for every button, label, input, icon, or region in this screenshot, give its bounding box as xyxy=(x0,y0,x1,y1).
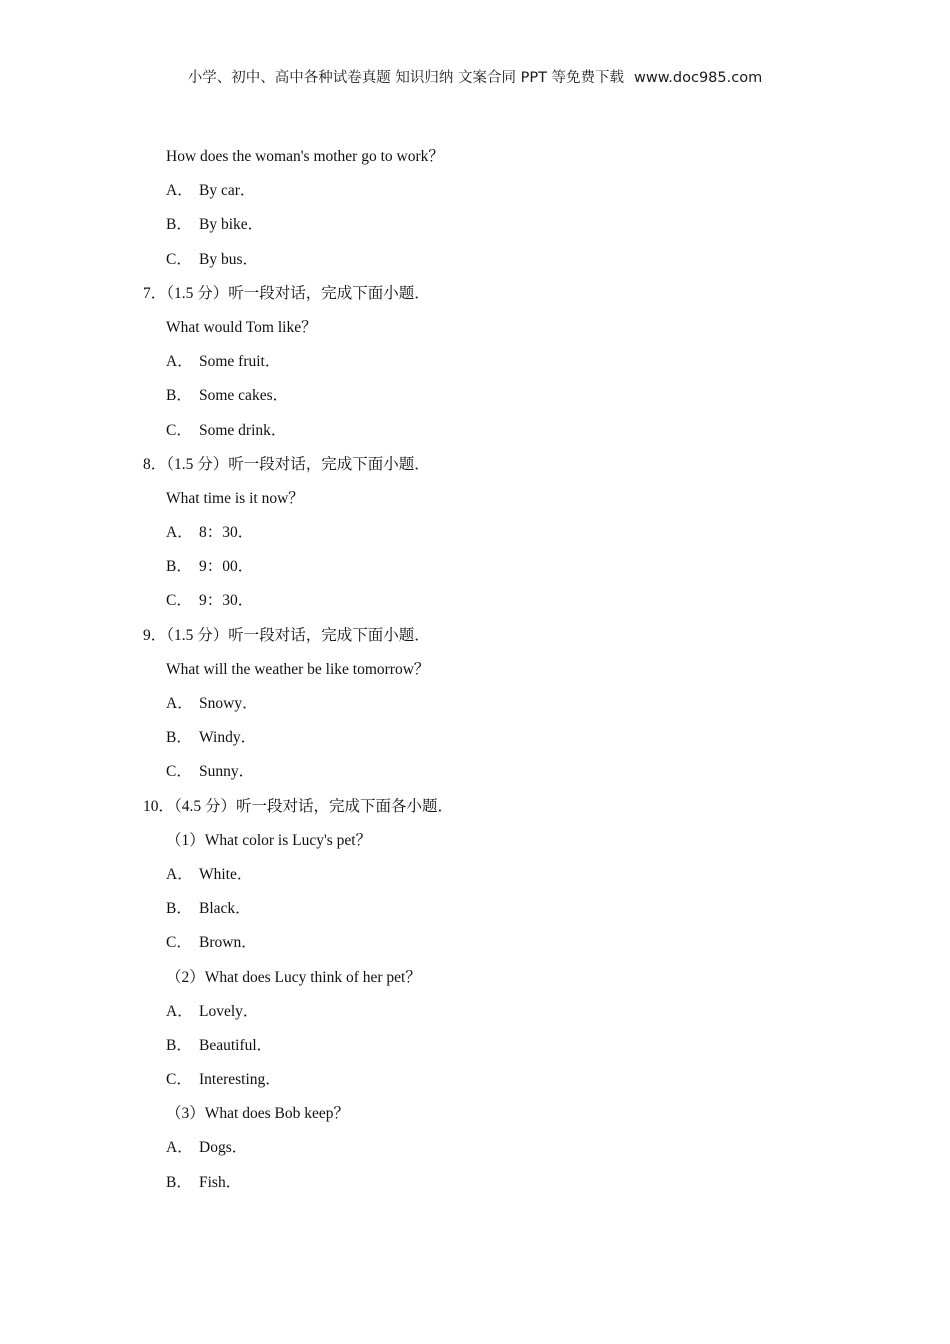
option-text: Brown． xyxy=(199,934,257,952)
option-letter: B． xyxy=(166,729,192,747)
q6-option-a xyxy=(0,174,950,208)
q9-stem: What will the weather be like tomorrow？ xyxy=(166,660,430,678)
q10-sub3-option-a xyxy=(0,1131,950,1165)
option-text: Some cakes． xyxy=(199,387,289,405)
option-text: By bike． xyxy=(199,216,264,234)
q7-stem: What would Tom like？ xyxy=(166,318,317,336)
option-letter: A． xyxy=(166,524,193,542)
option-letter: A． xyxy=(166,1139,193,1157)
option-letter: B． xyxy=(166,387,192,405)
q10-sub1-option-b xyxy=(0,892,950,926)
option-text: By bus． xyxy=(199,250,258,268)
option-letter: C． xyxy=(166,1071,192,1089)
option-letter: B． xyxy=(166,1173,192,1191)
q10-sub3-stem: （3）What does Bob keep？ xyxy=(166,1105,349,1123)
option-text: Some fruit． xyxy=(199,353,281,371)
q7-heading: 7．（1.5 分）听一段对话，完成下面小题． xyxy=(143,284,430,302)
option-letter: A． xyxy=(166,865,193,883)
q10-sub2-option-b xyxy=(0,1029,950,1063)
q6-option-b xyxy=(0,208,950,242)
option-text: 8：30． xyxy=(199,524,254,542)
q10-sub2-option-a xyxy=(0,995,950,1029)
q10-sub1-option-a xyxy=(0,858,950,892)
option-text: Black． xyxy=(199,900,251,918)
q6-option-c xyxy=(0,243,950,277)
option-letter: B． xyxy=(166,216,192,234)
page-header xyxy=(0,66,950,87)
q8-option-b xyxy=(0,550,950,584)
option-text: Lovely． xyxy=(199,1002,259,1020)
q8-stem: What time is it now？ xyxy=(166,489,304,507)
option-letter: A． xyxy=(166,695,193,712)
q10-sub3-option-b xyxy=(0,1166,950,1200)
q10-sub2-option-c xyxy=(0,1063,950,1097)
q7-option-c xyxy=(0,414,950,448)
option-letter: C． xyxy=(166,763,192,781)
option-letter: A． xyxy=(166,1002,193,1020)
q8-option-a xyxy=(0,516,950,550)
option-text: Beautiful． xyxy=(199,1036,273,1054)
option-letter: C． xyxy=(166,250,192,268)
option-text: Interesting． xyxy=(199,1071,281,1089)
q10-sub1-stem: （1）What color is Lucy's pet？ xyxy=(166,831,372,849)
q9-heading: 9．（1.5 分）听一段对话，完成下面小题． xyxy=(143,626,430,644)
option-letter: C． xyxy=(166,421,192,439)
header-site-link[interactable]: www.doc985.com xyxy=(634,70,763,86)
q8-option-c xyxy=(0,584,950,618)
option-text: 9：30． xyxy=(199,592,254,610)
option-letter: B． xyxy=(166,1036,192,1054)
option-letter: A． xyxy=(166,353,193,371)
option-letter: A． xyxy=(166,182,193,200)
option-text: Windy． xyxy=(199,729,257,747)
q9-option-b xyxy=(0,721,950,755)
option-letter: B． xyxy=(166,900,192,918)
option-text: 9：00． xyxy=(199,558,254,576)
q7-option-a xyxy=(0,345,950,379)
q9-option-c xyxy=(0,755,950,789)
q7-option-b xyxy=(0,379,950,413)
option-text: Snowy． xyxy=(199,695,258,712)
option-text: Sunny． xyxy=(199,763,255,781)
exam-content xyxy=(0,140,950,1200)
q10-sub2-stem: （2）What does Lucy think of her pet？ xyxy=(166,968,421,986)
header-text: 小学、初中、高中各种试卷真题 知识归纳 文案合同 PPT 等免费下载 xyxy=(187,70,625,86)
option-text: Fish． xyxy=(199,1173,242,1191)
q10-heading: 10．（4.5 分）听一段对话，完成下面各小题． xyxy=(143,797,454,815)
option-text: By car． xyxy=(199,182,256,200)
option-text: Some drink． xyxy=(199,421,287,439)
option-text: White． xyxy=(199,865,253,883)
option-letter: C． xyxy=(166,592,192,610)
option-text: Dogs． xyxy=(199,1139,248,1157)
q8-heading: 8．（1.5 分）听一段对话，完成下面小题． xyxy=(143,455,430,473)
option-letter: B． xyxy=(166,558,192,576)
q10-sub1-option-c xyxy=(0,926,950,960)
q6-stem: How does the woman's mother go to work？ xyxy=(166,148,444,165)
q9-option-a xyxy=(0,687,950,721)
option-letter: C． xyxy=(166,934,192,952)
